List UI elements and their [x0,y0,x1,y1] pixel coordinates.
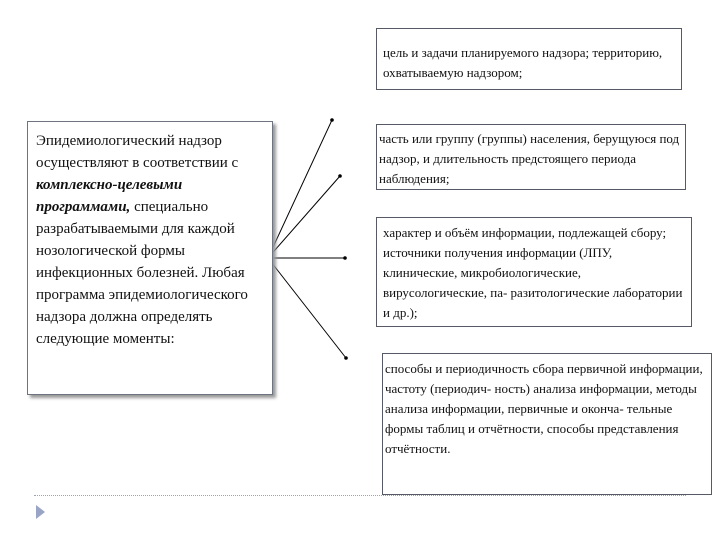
main-text-after: специально разрабатываемыми для каждой нозологической формы инфекционных болезней. Любая программа эпидемиологического надзора должна определять следующие моменты: [36,199,248,347]
main-text-before: Эпидемиологический надзор осуществляют в соответствии с [36,133,239,171]
item-box-3 [376,217,692,327]
connector-dot-1 [330,118,334,122]
connector-line-2 [268,176,340,258]
item-text-3: характер и объём информации, подлежащей сбору; источники получения информации (ЛПУ, клинические, микробиологические, вирусологические, па- разитологические лаборатории и др.); [383,225,683,320]
connector-line-4 [268,258,346,358]
triangle-marker-icon [36,505,45,519]
item-text-2: часть или группу (группы) населения, берущуюся под надзор, и длительность предстоящего периода наблюдения; [379,131,680,186]
item-box-2 [376,124,686,190]
main-statement-box [27,121,273,395]
connector-dot-3 [343,256,347,260]
item-text-4: способы и периодичность сбора первичной информации, частоту (периодич- ность) анализа информации, методы анализа информации, первичные и оконча- тельные формы таблиц и отчётности, способы представления отчётности. [385,361,703,456]
connector-line-1 [268,120,332,258]
connector-dot-4 [344,356,348,360]
main-text-emphasis: комплексно-целевыми программами, [36,177,183,215]
footer-divider [34,495,686,496]
item-text-1: цель и задачи планируемого надзора; территорию, охватываемую надзором; [383,45,663,80]
item-box-4 [382,353,712,495]
item-box-1 [376,28,682,90]
connector-dot-2 [338,174,342,178]
